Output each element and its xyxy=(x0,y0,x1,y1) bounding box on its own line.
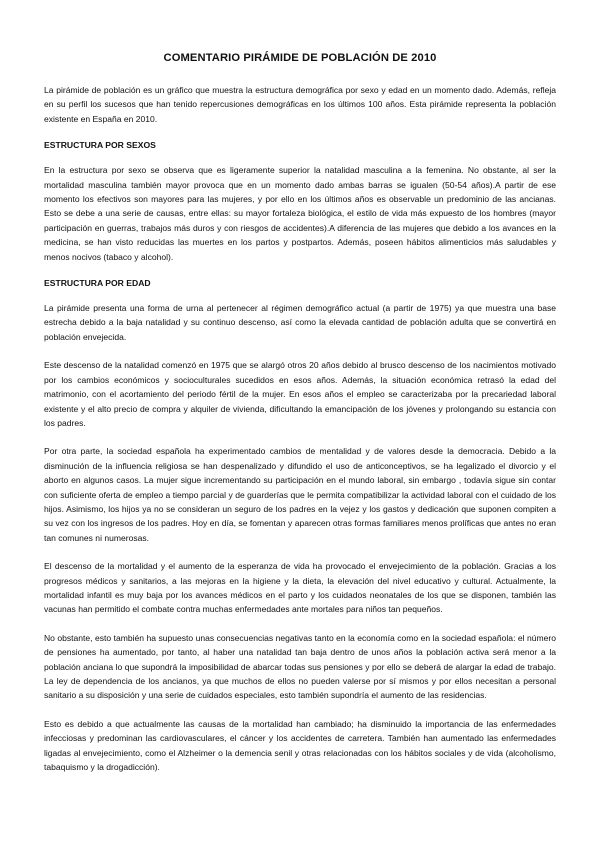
paragraph: El descenso de la mortalidad y el aumento de la esperanza de vida ha provocado el envejecimiento de la población. Gracias a los progresos médicos y sanitarios, a las mejoras en la higiene y la dieta, la elevación del nivel educativo y cultural. Actualmente, la mortalidad infantil es muy baja por los avances médicos en el parto y los cuidados neonatales de los que se disponen, también las vacunas han permitido el combate contra muchas enfermedades ante mortales para niños tan pequeños. xyxy=(44,561,556,615)
intro-paragraph: La pirámide de población es un gráfico que muestra la estructura demográfica por sexo y edad en un momento dado. Además, refleja en su perfil los sucesos que han tenido repercusiones demográficas en los últimos 100 años. Esta pirámide representa la población existente en España en 2010. xyxy=(44,85,556,124)
paragraph: Por otra parte, la sociedad española ha experimentado cambios de mentalidad y de valores desde la democracia. Debido a la disminución de la influencia religiosa se han despenalizado y difundido el uso de anticonceptivos, se ha legalizado el divorcio y el aborto en algunos casos. La mujer sigue incrementando su participación en el mundo laboral, sin embargo , todavía sigue sin contar con suficiente oferta de empleo a tiempo parcial y de guarderías que le permita compatibilizar la actividad laboral con el cuidado de los hijos. Asimismo, los hijos ya no se consideran un seguro de los padres en la vejez y los gastos y dedicación que suponen compiten a su vez con los ingresos de los padres. Hoy en día, se fomentan y aparecen otras formas familiares menos prolíficas que antes no eran tan comunes ni numerosas. xyxy=(44,446,556,543)
section-sexos xyxy=(44,140,556,264)
paragraph: La pirámide presenta una forma de urna al pertenecer al régimen demográfico actual (a partir de 1975) ya que muestra una base estrecha debido a la baja natalidad y su continuo descenso, así como la elevada cantidad de población adulta que se convertirá en población envejecida. xyxy=(44,303,556,342)
paragraph: Esto es debido a que actualmente las causas de la mortalidad han cambiado; ha disminuido la importancia de las enfermedades infecciosas y predominan las cardiovasculares, el cáncer y los accidentes de carretera. También han aumentado las enfermedades ligadas al envejecimiento, como el Alzheimer o la demencia senil y otras relacionadas con los hábitos sociales y de vida (alcoholismo, tabaquismo y la drogadicción). xyxy=(44,718,556,773)
section-heading: ESTRUCTURA POR EDAD xyxy=(44,278,151,289)
document-title: COMENTARIO PIRÁMIDE DE POBLACIÓN DE 2010 xyxy=(163,52,437,64)
section-heading: ESTRUCTURA POR SEXOS xyxy=(44,140,156,151)
section-edad xyxy=(44,278,556,774)
paragraph: No obstante, esto también ha supuesto unas consecuencias negativas tanto en la economía como en la sociedad española: el número de pensiones ha aumentado, por tanto, al haber una natalidad tan baja dentro de unos años la población activa será menor a la población anciana lo que supondrá la imposibilidad de abarcar todas sus pensiones y por ello se deberá de alargar la edad de trabajo. La ley de dependencia de los ancianos, ya que muchos de ellos no pueden valerse por sí mismos y por ellos necesitan a personal sanitario a su disposición y una serie de cuidados especiales, esto también supondría el aumento de las residencias. xyxy=(44,632,556,701)
paragraph: Este descenso de la natalidad comenzó en 1975 que se alargó otros 20 años debido al brusco descenso de los nacimientos motivado por los cambios económicos y socioculturales sucedidos en esos años. Además, la situación económica retrasó la edad del matrimonio, con el acortamiento del periodo fértil de la mujer. En esos años el empleo se caracterizaba por la precariedad laboral existente y el alto precio de compra y alquiler de vivienda, dificultando la emancipación de los jóvenes y prolongando su estancia con los padres. xyxy=(44,360,556,428)
paragraph: En la estructura por sexo se observa que es ligeramente superior la natalidad masculina a la femenina. No obstante, al ser la mortalidad masculina también mayor provoca que en un momento dado ambas barras se igualen (50-54 años).A partir de ese momento los efectivos son mayores para las mujeres, y por ello en los últimos años es observable un predominio de las ancianas. Esto se debe a una serie de causas, entre ellas: su mayor fortaleza biológica, el estilo de vida más expuesto de los hombres (mayor participación en guerras, trabajos más duros y con riesgos de accidentes).A diferencia de las mujeres que debido a los avances en la medicina, se han visto reducidas las muertes en los partos y postpartos. Además, poseen hábitos alimenticios más saludables y menos nocivos (tabaco y alcohol). xyxy=(44,165,556,262)
